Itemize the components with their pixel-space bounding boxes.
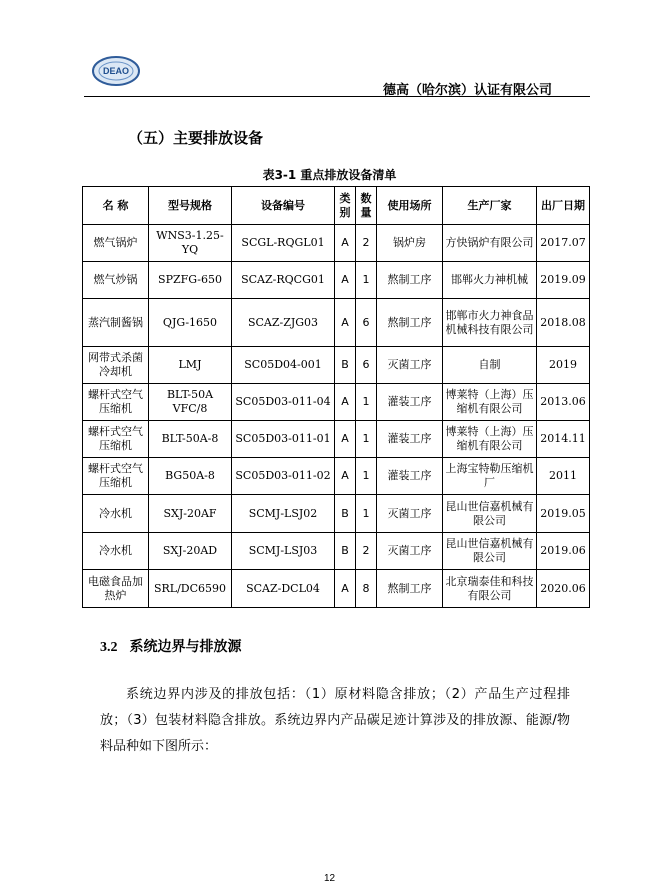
cell-category: A: [335, 262, 356, 299]
col-header-location: 使用场所: [377, 187, 443, 225]
cell-code: SC05D04-001: [232, 347, 335, 384]
body-paragraph: 系统边界内涉及的排放包括：（1）原材料隐含排放；（2）产品生产过程排放；（3）包装材料隐含排放。系统边界内产品碳足迹计算涉及的排放源、能源/物料品种如下图所示：: [100, 687, 570, 754]
cell-code: SCAZ-ZJG03: [232, 299, 335, 347]
col-header-quantity: 数量: [356, 187, 377, 225]
cell-date: 2019: [537, 347, 590, 384]
section-title: （五）主要排放设备: [128, 129, 264, 147]
cell-quantity: 1: [356, 262, 377, 299]
cell-date: 2013.06: [537, 384, 590, 421]
cell-date: 2011: [537, 458, 590, 495]
col-header-code: 设备编号: [232, 187, 335, 225]
cell-manufacturer: 上海宝特勒压缩机厂: [443, 458, 537, 495]
cell-code: SCAZ-DCL04: [232, 570, 335, 608]
cell-date: 2019.06: [537, 533, 590, 570]
cell-date: 2019.09: [537, 262, 590, 299]
cell-manufacturer: 自制: [443, 347, 537, 384]
cell-quantity: 1: [356, 384, 377, 421]
cell-quantity: 6: [356, 347, 377, 384]
cell-model: WNS3-1.25-YQ: [149, 225, 232, 262]
cell-category: B: [335, 347, 356, 384]
table-row: [83, 458, 590, 495]
svg-text:DEAO: DEAO: [102, 66, 130, 76]
cell-category: A: [335, 299, 356, 347]
cell-manufacturer: 昆山世信嘉机械有限公司: [443, 533, 537, 570]
page-number: 12: [323, 873, 336, 884]
col-header-manufacturer: 生产厂家: [443, 187, 537, 225]
cell-name: 蒸汽制酱锅: [83, 299, 149, 347]
cell-code: SCMJ-LSJ03: [232, 533, 335, 570]
cell-manufacturer: 昆山世信嘉机械有限公司: [443, 495, 537, 533]
company-logo: [91, 55, 141, 87]
cell-location: 灭菌工序: [377, 495, 443, 533]
cell-location: 熬制工序: [377, 570, 443, 608]
cell-quantity: 1: [356, 458, 377, 495]
cell-quantity: 8: [356, 570, 377, 608]
table-body: [83, 225, 590, 608]
cell-manufacturer: 博莱特（上海）压缩机有限公司: [443, 384, 537, 421]
cell-location: 熬制工序: [377, 262, 443, 299]
section-heading: [100, 636, 242, 656]
cell-category: A: [335, 458, 356, 495]
cell-model: QJG-1650: [149, 299, 232, 347]
table-row: [83, 533, 590, 570]
table-caption: 表3-1 重点排放设备清单: [262, 168, 397, 182]
cell-manufacturer: 北京瑞泰佳和科技有限公司: [443, 570, 537, 608]
cell-model: BG50A-8: [149, 458, 232, 495]
cell-quantity: 1: [356, 421, 377, 458]
table-row: [83, 262, 590, 299]
cell-manufacturer: 邯郸市火力神食品机械科技有限公司: [443, 299, 537, 347]
cell-code: SC05D03-011-01: [232, 421, 335, 458]
cell-date: 2017.07: [537, 225, 590, 262]
cell-name: 网带式杀菌冷却机: [83, 347, 149, 384]
cell-model: SXJ-20AF: [149, 495, 232, 533]
cell-name: 冷水机: [83, 533, 149, 570]
cell-category: B: [335, 495, 356, 533]
cell-code: SCGL-RQGL01: [232, 225, 335, 262]
cell-date: 2020.06: [537, 570, 590, 608]
cell-code: SCAZ-RQCG01: [232, 262, 335, 299]
cell-name: 螺杆式空气压缩机: [83, 421, 149, 458]
table-row: [83, 225, 590, 262]
table-row: [83, 384, 590, 421]
cell-code: SCMJ-LSJ02: [232, 495, 335, 533]
cell-model: BLT-50A VFC/8: [149, 384, 232, 421]
table-header-row: [83, 187, 590, 225]
cell-name: 电磁食品加热炉: [83, 570, 149, 608]
cell-model: BLT-50A-8: [149, 421, 232, 458]
cell-quantity: 6: [356, 299, 377, 347]
cell-date: 2019.05: [537, 495, 590, 533]
cell-model: SPZFG-650: [149, 262, 232, 299]
cell-code: SC05D03-011-02: [232, 458, 335, 495]
cell-location: 灌装工序: [377, 458, 443, 495]
cell-location: 灭菌工序: [377, 347, 443, 384]
cell-name: 燃气炒锅: [83, 262, 149, 299]
cell-name: 冷水机: [83, 495, 149, 533]
col-header-date: 出厂日期: [537, 187, 590, 225]
table-row: [83, 570, 590, 608]
cell-category: A: [335, 421, 356, 458]
cell-model: LMJ: [149, 347, 232, 384]
cell-model: SXJ-20AD: [149, 533, 232, 570]
cell-code: SC05D03-011-04: [232, 384, 335, 421]
col-header-name: 名 称: [83, 187, 149, 225]
cell-category: A: [335, 384, 356, 421]
cell-category: B: [335, 533, 356, 570]
cell-name: 螺杆式空气压缩机: [83, 384, 149, 421]
cell-location: 熬制工序: [377, 299, 443, 347]
cell-date: 2018.08: [537, 299, 590, 347]
company-name: 德高（哈尔滨）认证有限公司: [382, 83, 552, 98]
cell-date: 2014.11: [537, 421, 590, 458]
cell-manufacturer: 博莱特（上海）压缩机有限公司: [443, 421, 537, 458]
table-row: [83, 347, 590, 384]
col-header-category: 类别: [335, 187, 356, 225]
cell-location: 灌装工序: [377, 384, 443, 421]
table-row: [83, 495, 590, 533]
cell-model: SRL/DC6590: [149, 570, 232, 608]
cell-quantity: 1: [356, 495, 377, 533]
cell-location: 灌装工序: [377, 421, 443, 458]
cell-manufacturer: 邯郸火力神机械: [443, 262, 537, 299]
cell-category: A: [335, 225, 356, 262]
cell-name: 燃气锅炉: [83, 225, 149, 262]
header-rule: [84, 96, 590, 97]
section-heading-title: 系统边界与排放源: [129, 639, 242, 655]
cell-quantity: 2: [356, 533, 377, 570]
cell-location: 锅炉房: [377, 225, 443, 262]
table-row: [83, 421, 590, 458]
cell-category: A: [335, 570, 356, 608]
cell-quantity: 2: [356, 225, 377, 262]
section-number: 3.2: [100, 640, 118, 655]
cell-manufacturer: 方快锅炉有限公司: [443, 225, 537, 262]
col-header-model: 型号规格: [149, 187, 232, 225]
table-row: [83, 299, 590, 347]
equipment-table: [82, 186, 590, 608]
cell-name: 螺杆式空气压缩机: [83, 458, 149, 495]
cell-location: 灭菌工序: [377, 533, 443, 570]
